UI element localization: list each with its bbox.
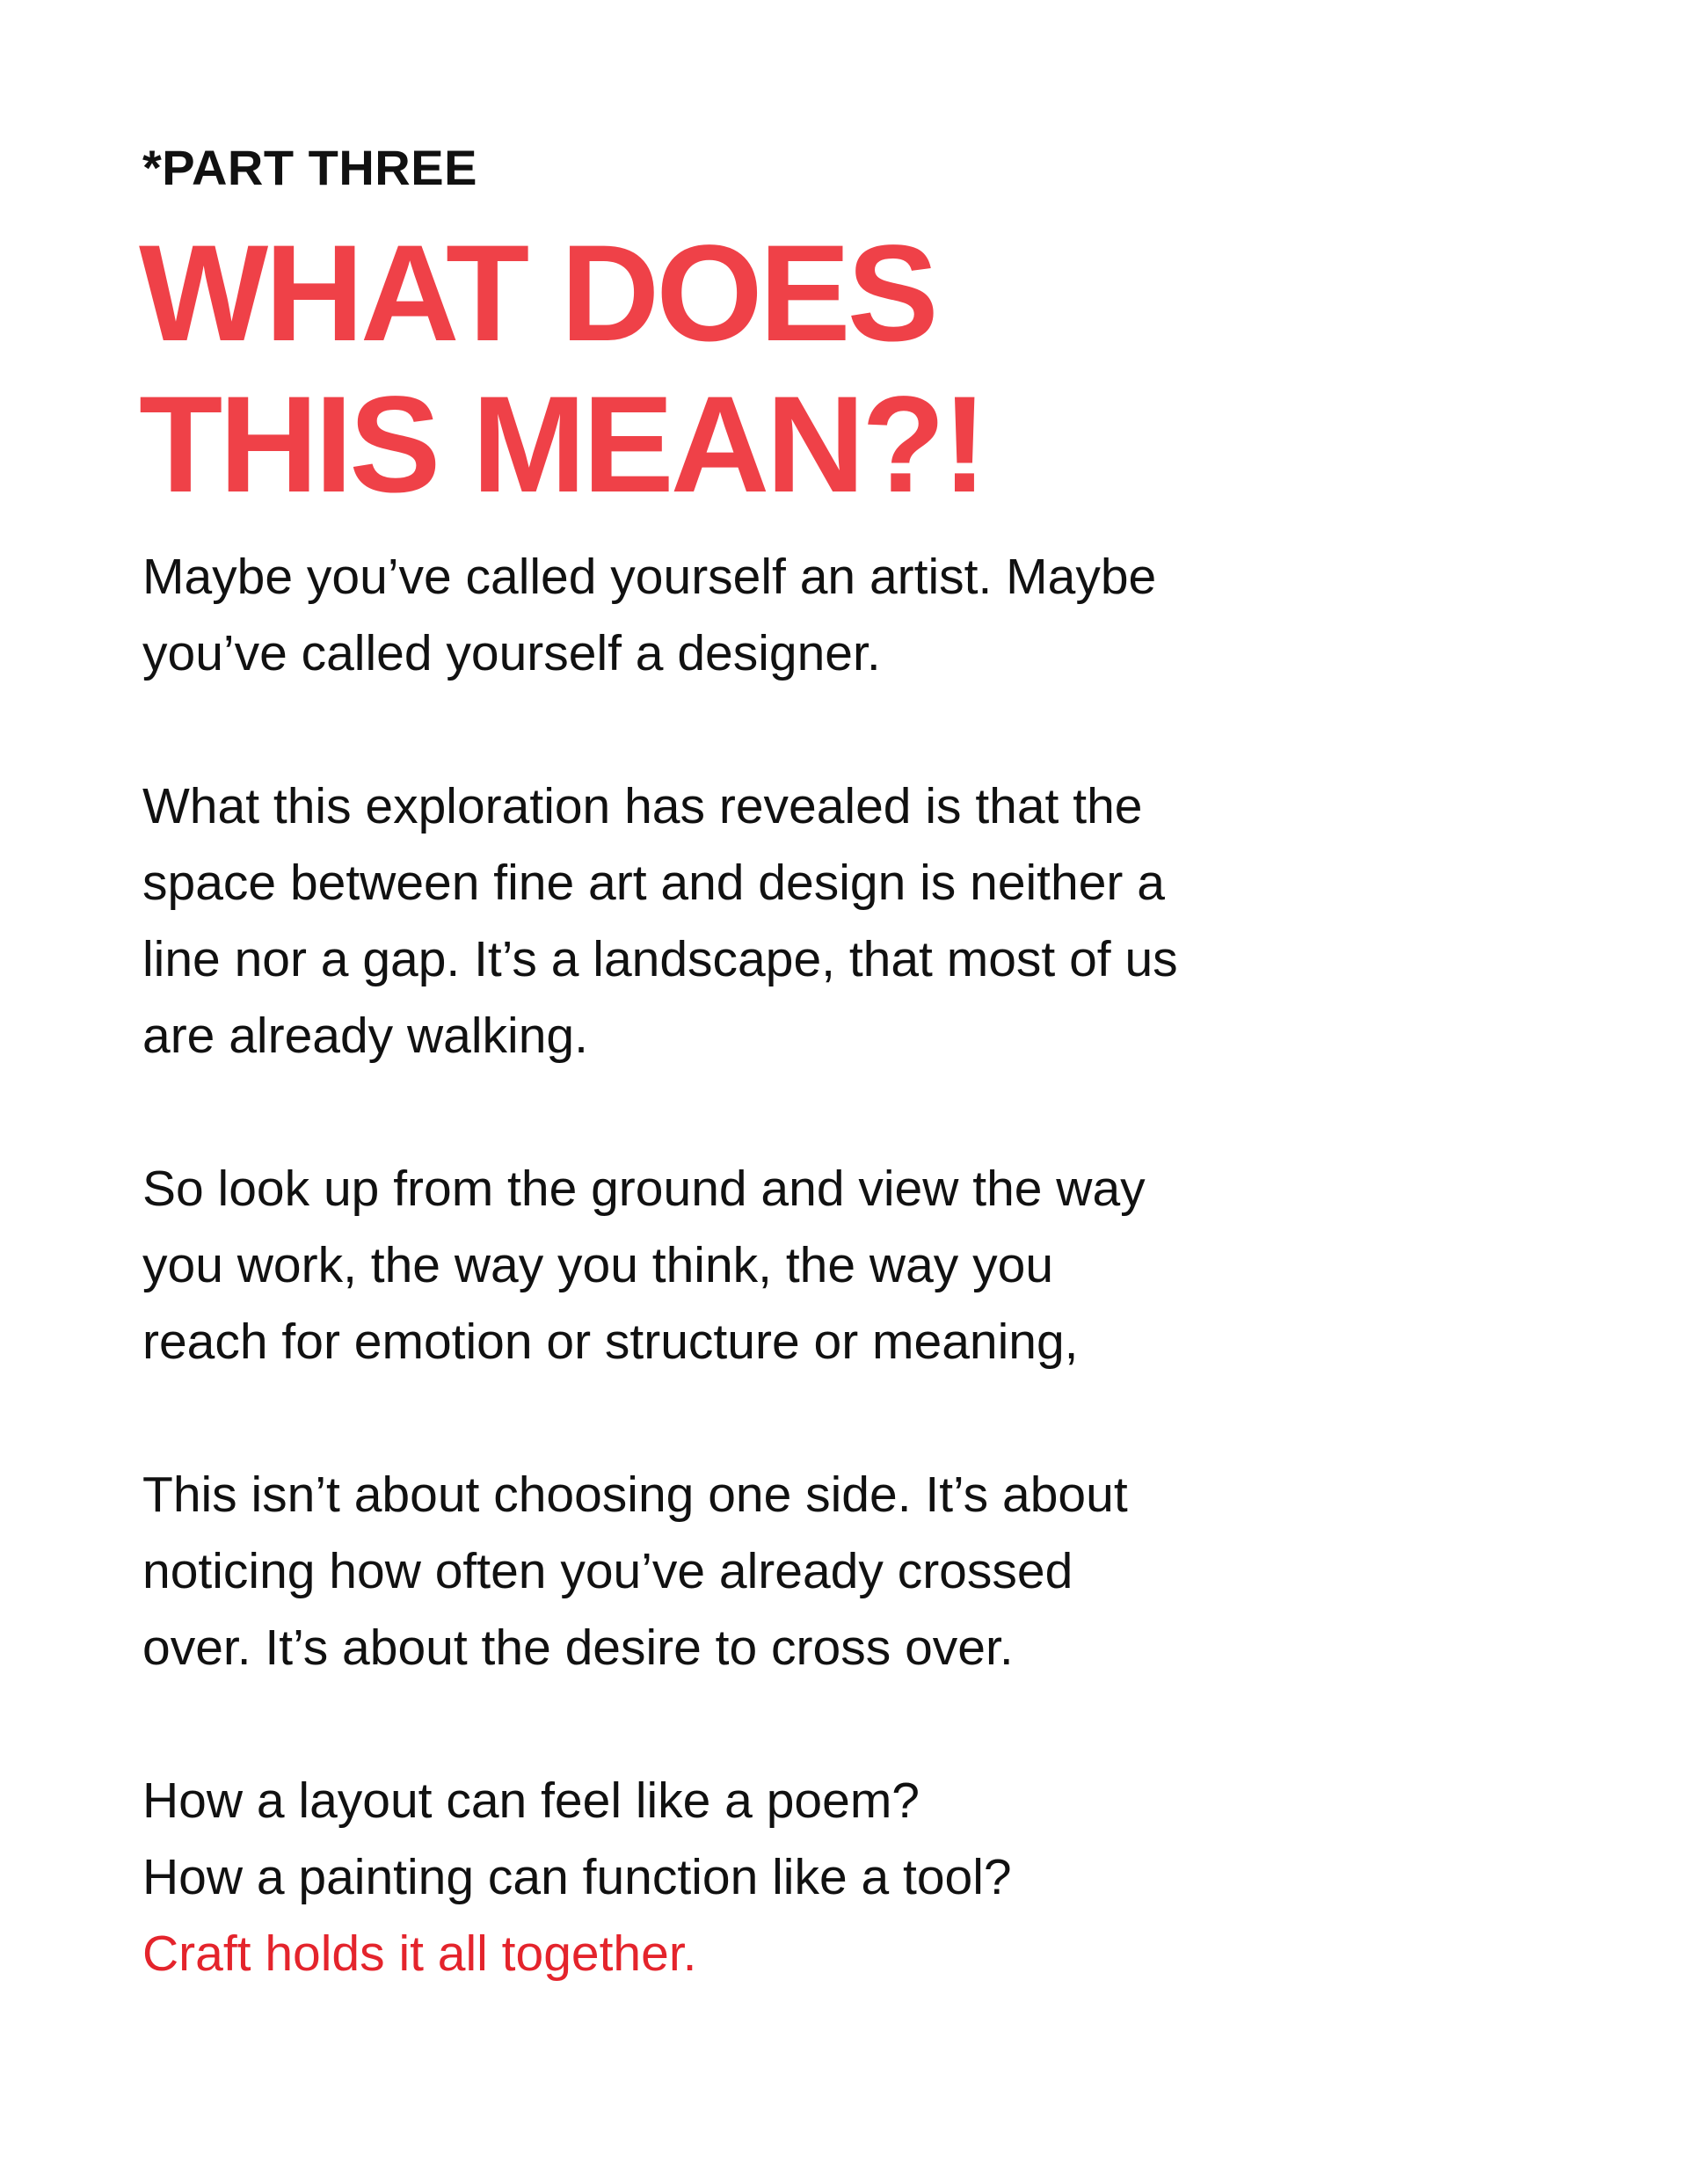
paragraph-line: over. It’s about the desire to cross over.	[142, 1620, 1014, 1676]
paragraph-line: How a layout can feel like a poem?	[142, 1773, 920, 1829]
paragraph-exploration	[142, 768, 1584, 1074]
closing-accent-line: Craft holds it all together.	[142, 1926, 697, 1982]
section-label: *PART THREE	[142, 140, 477, 195]
paragraph-line: reach for emotion or structure or meaning,	[142, 1314, 1079, 1370]
paragraph-closing	[142, 1763, 1584, 1992]
paragraph-line: noticing how often you’ve already crossed	[142, 1543, 1073, 1599]
paragraph-line: space between fine art and design is neither a	[142, 855, 1165, 911]
paragraph-line: How a painting can function like a tool?	[142, 1849, 1012, 1905]
page	[139, 0, 1584, 2184]
paragraph-crossing-over	[142, 1457, 1584, 1686]
paragraph-line: line nor a gap. It’s a landscape, that most of us	[142, 931, 1178, 987]
paragraph-look-up	[142, 1151, 1584, 1380]
paragraph-line: are already walking.	[142, 1008, 588, 1064]
paragraph-line: you work, the way you think, the way you	[142, 1237, 1054, 1293]
paragraph-line: What this exploration has revealed is that the	[142, 778, 1143, 834]
headline-line-1: WHAT DOES	[139, 217, 935, 370]
paragraph-line: This isn’t about choosing one side. It’s about	[142, 1467, 1128, 1523]
paragraph-line: you’ve called yourself a designer.	[142, 625, 881, 681]
paragraph-line: So look up from the ground and view the way	[142, 1161, 1146, 1217]
body-copy	[142, 539, 1584, 1992]
paragraph-line: Maybe you’ve called yourself an artist. Maybe	[142, 549, 1157, 605]
headline-line-2: THIS MEAN?!	[139, 368, 985, 521]
headline	[139, 218, 984, 521]
paragraph-identity	[142, 539, 1584, 692]
